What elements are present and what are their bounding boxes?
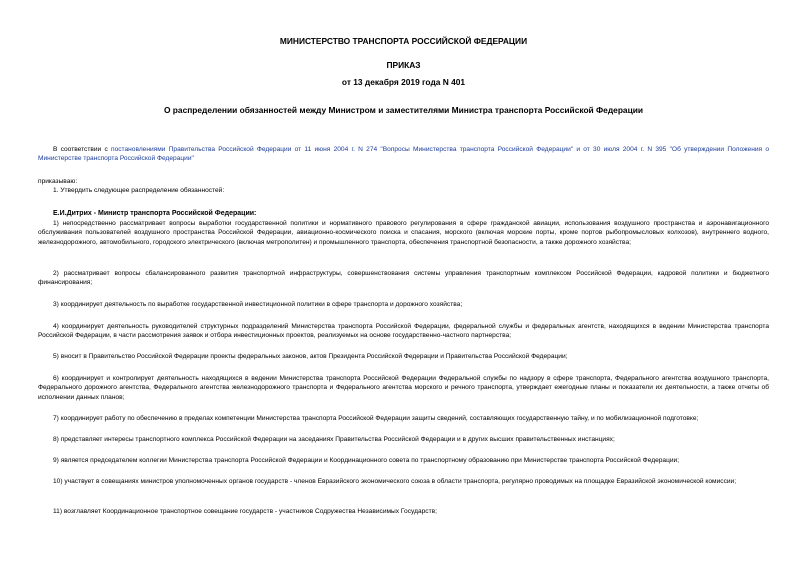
duty-item-1: 1) непосредственно рассматривает вопросы выработки государственной политики и нормативного правового регулирования в сфере гражданской авиации, использования воздушного пространства и аэронавигационного обслуживания пользователей воздушного пространства Российской Федерации, авиационно-космического поиска и спасания, морского (включая морские порты, кроме портов рыбопромысловых колхозов), внутреннего водного, железнодорожного, автомобильного, городского электрического (включая метрополитен) и промышленного транспорта, обеспечения транспортной безопасности, а также дорожного хозяйства; (38, 220, 769, 246)
duty-item-3: 3) координирует деятельность по выработке государственной инвестиционной политики в сфере транспорта и дорожного хозяйства; (53, 301, 463, 308)
duty-item-6: 6) координирует и контролирует деятельность находящихся в ведении Министерства транспорта Российской Федерации Федеральной службы по надзору в сфере транспорта, Федерального агентства воздушного транспорта, Федерального дорожного агентства, Федерального агентства железнодорожного транспорта и Федерального агентства морского и речного транспорта, утверждает ежегодные планы и показатели их деятельности, а также отчеты об исполнении данных планов; (38, 375, 769, 401)
date-number-heading: от 13 декабря 2019 года N 401 (341, 77, 466, 87)
duty-item-4: 4) координирует деятельность руководителей структурных подразделений Министерства транспорта Российской Федерации, федеральной службы и федеральных агентств, находящихся в ведении Министерства транспорта Российской Федерации, в части рассмотрения заявок и отбора инвестиционных проектов, реализуемых на основе государственно-частного партнерства; (38, 323, 769, 340)
preamble-intro: В соответствии с (53, 146, 112, 153)
duty-item-5: 5) вносит в Правительство Российской Федерации проекты федеральных законов, актов Президента Российской Федерации и Правительства Российской Федерации; (53, 353, 568, 360)
ministry-heading: МИНИСТЕРСТВО ТРАНСПОРТА РОССИЙСКОЙ ФЕДЕРАЦИИ (279, 36, 528, 46)
order-item-1: 1. Утвердить следующее распределение обязанностей: (53, 187, 225, 194)
legal-reference-link[interactable]: постановлениями Правительства Российской Федерации от 11 июня 2004 г. N 274 "Вопросы Министерства транспорта Российской Федерации" и от 30 июля 2004 г. N 395 "Об утверждении Положения о Министерстве транспорта Российской Федерации" (38, 146, 769, 163)
doc-type-heading: ПРИКАЗ (386, 60, 421, 70)
duty-item-9: 9) является председателем коллегии Министерства транспорта Российской Федерации и Координационного совета по транспортному образованию при Министерстве транспорта Российской Федерации; (53, 457, 680, 464)
duty-item-8: 8) представляет интересы транспортного комплекса Российской Федерации на заседаниях Правительства Российской Федерации и в других высших правительственных инстанциях; (53, 436, 615, 443)
preamble-paragraph (38, 145, 769, 164)
order-word: приказываю: (38, 178, 78, 185)
section-heading: Е.И.Дитрих - Министр транспорта Российской Федерации: (53, 210, 257, 217)
duty-item-7: 7) координирует работу по обеспечению в пределах компетенции Министерства транспорта Российской Федерации защиты сведений, составляющих государственную тайну, и по мобилизационной подготовке; (53, 415, 699, 422)
duty-item-11: 11) возглавляет Координационное транспортное совещание государств - участников Содружества Независимых Государств; (53, 508, 437, 515)
document-title: О распределении обязанностей между Министром и заместителями Министра транспорта Российской Федерации (163, 105, 644, 115)
duty-item-2: 2) рассматривает вопросы сбалансированного развития транспортной инфраструктуры, совершенствования системы управления транспортным комплексом Российской Федерации, кадровой политики и бюджетного финансирования; (38, 270, 769, 287)
duty-item-10: 10) участвует в совещаниях министров уполномоченных органов государств - членов Евразийского экономического союза в области транспорта, регулярно проводимых на площадке Евразийской экономической комиссии; (53, 478, 737, 485)
